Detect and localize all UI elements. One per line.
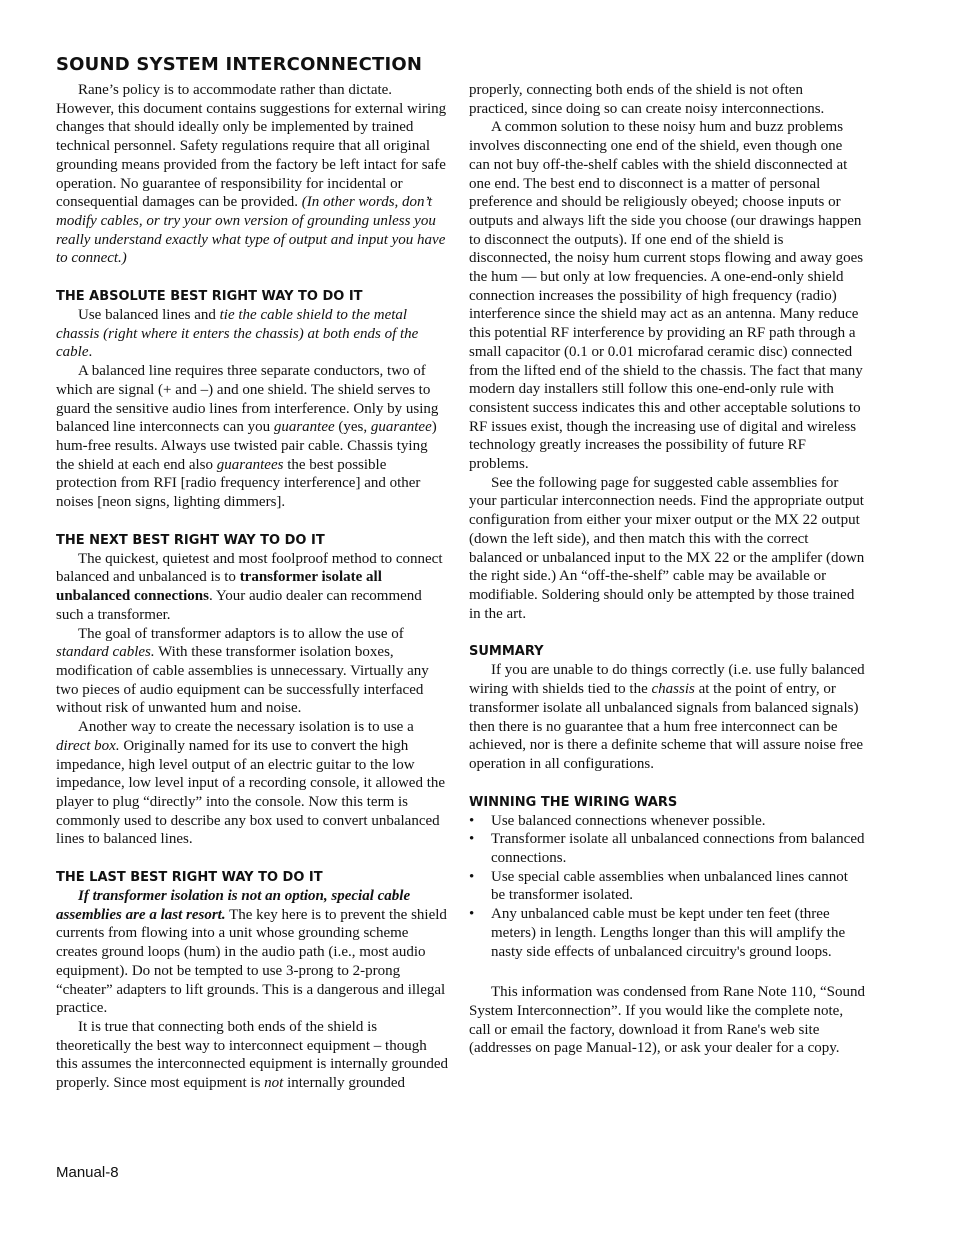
last-paragraph-2-continued: properly, connecting both ends of the shield is not often practiced, since doing so can create noisy interconnections. — [469, 82, 825, 117]
text-run-italic: guarantees — [216, 456, 284, 473]
best-paragraph-2 — [56, 362, 448, 512]
text-run-italic: tie the cable shield to the metal chassis (right where it enters the chassis) at both ends of the cable — [56, 307, 419, 361]
list-item — [469, 868, 865, 905]
heading-wiring-wars: WINNING THE WIRING WARS — [469, 794, 678, 810]
text-run: (yes, — [334, 419, 371, 436]
text-run: If you are unable to do things correctly (i.e. use fully balanced wiring with shields tied to the — [469, 662, 865, 698]
last-paragraph-2 — [56, 1018, 448, 1093]
text-run: The quickest, quietest and most foolproof method to connect balanced and unbalanced is to — [56, 550, 443, 586]
text-run: It is true that connecting both ends of the shield is theoretically the best way to interconnect equipment – though this assumes the interconnected equipment is internally grounded properly. Since most equipment is — [56, 1018, 448, 1092]
bullet-icon: • — [469, 906, 475, 923]
next-paragraph-2 — [56, 625, 448, 719]
page-title: SOUND SYSTEM INTERCONNECTION — [56, 54, 423, 75]
text-run: Use balanced lines and — [78, 307, 220, 324]
text-run-italic: direct box. — [56, 737, 120, 754]
last-paragraph-3: A common solution to these noisy hum and buzz problems involves disconnecting one end of the shield, even though one can not buy off-the-shelf cables with the shield disconnected at one end. The best end to disconnect is a matter of personal preference and should be religiously obeyed; choose inputs or outputs and always lift the side you choose (our drawings happen to disconnect the outputs). If one end of the shield is disconnected, the noisy hum current stops flowing and away goes the hum — but only at low frequencies. A one-end-only shield connection increases the possibility of high frequency (radio) interference since the shield may act as an antenna. Many reduce this potential RF interference by providing an RF path through a small capacitor (0.1 or 0.01 microfarad ceramic disc) connected from the lifted end of the shield to the chassis. The fact that many modern day installers still follow this one-end-only rule with consistent success indicates this and other acceptable solutions to RF issues exist, though the increasing use of digital and wireless technology greatly increases the possibility of future RF problems. — [469, 119, 864, 473]
text-run: The key here is to prevent the shield currents from flowing into a unit whose grounding scheme creates ground loops (hum) in the audio path (i.e., most audio equipment). Do not be tempted to use 3-prong to 2-prong “cheater” adapters to lift grounds. This is a dangerous and illegal practice. — [56, 906, 447, 1017]
best-paragraph-1 — [56, 306, 448, 362]
list-item — [469, 830, 865, 867]
next-paragraph-3 — [56, 718, 448, 849]
text-run-italic: chassis — [651, 681, 695, 698]
text-run: Another way to create the necessary isolation is to use a — [78, 719, 414, 736]
closing-paragraph: This information was condensed from Rane Note 110, “Sound System Interconnection”. If you would like the complete note, call or email the factory, download it from Rane's web site (addresses on page Manual-12), or ask your dealer for a copy. — [469, 984, 865, 1057]
intro-italic: (In other words, don’t modify cables, or try your own version of grounding unless you really understand exactly what type of output and input you have to connect.) — [56, 194, 446, 267]
summary-paragraph — [469, 661, 865, 773]
text-run: A balanced line requires three separate conductors, two of which are signal (+ and –) and one shield. The shield serves to guard the sensitive audio lines from interference. Only by using balanced line interconnects can you — [56, 363, 439, 436]
text-run-bold: transformer isolate all unbalanced connections — [56, 569, 382, 605]
list-item — [469, 812, 865, 831]
text-run: Originally named for its use to convert the high impedance, high level output of an electric guitar to the low impedance, low level input of a recording console, it allowed the player to plug “directly” into the console. Now this term is commonly used to describe any box used to convert unbalanced lines to balanced lines. — [56, 737, 446, 848]
text-run: With these transformer isolation boxes, modification of cable assemblies is unnecessary. Virtually any two pieces of audio equipment can be successfully interfaced without risk of unwanted hum and noise. — [56, 644, 429, 717]
bullet-icon: • — [469, 812, 475, 829]
continued-text: internally grounded — [283, 1075, 405, 1092]
text-run-bold-italic: If transformer isolation is not an option, special cable assemblies are a last resort. — [56, 888, 411, 923]
text-run-italic: guarantee — [273, 419, 335, 436]
heading-summary: SUMMARY — [469, 644, 544, 660]
right-column — [469, 81, 865, 1058]
next-paragraph-1 — [56, 550, 448, 625]
text-run-italic: guarantee — [370, 419, 432, 436]
bullet-icon: • — [469, 868, 475, 885]
text-run: the best possible protection from RFI [radio frequency interference] and other noises [neon signs, lighting dimmers]. — [56, 456, 421, 511]
page-number: Manual-8 — [56, 1164, 119, 1181]
text-run-italic: not — [264, 1075, 284, 1092]
list-item-text: Transformer isolate all unbalanced connections from balanced connections. — [491, 831, 865, 867]
text-run: at the point of entry, or transformer isolate all unbalanced signals from balanced signals) then there is no guarantee that a hum free interconnect can be achieved, nor is there a definite scheme that will assure noise free operation in all configurations. — [469, 681, 864, 772]
heading-next-best: THE NEXT BEST RIGHT WAY TO DO IT — [56, 532, 325, 548]
intro-paragraph — [56, 81, 448, 268]
last-paragraph-1 — [56, 887, 448, 1018]
bullet-icon: • — [469, 831, 475, 848]
list-item-text: Use special cable assemblies when unbalanced lines cannot be transformer isolated. — [491, 868, 848, 904]
list-item — [469, 905, 865, 961]
text-run: . Your audio dealer can recommend such a transformer. — [56, 588, 422, 623]
text-run: . — [88, 344, 93, 361]
heading-absolute-best: THE ABSOLUTE BEST RIGHT WAY TO DO IT — [56, 289, 363, 305]
intro-text: Rane’s policy is to accommodate rather than dictate. However, this document contains suggestions for external wiring changes that should ideally only be implemented by trained technical personnel. Safety regulations require that all original grounding means provided from the factory be left intact for safe operation. No guarantee of responsibility for incidental or consequential damages can be provided. — [56, 82, 447, 211]
list-item-text: Any unbalanced cable must be kept under ten feet (three meters) in length. Lengths longer than this will amplify the nasty side effects of unbalanced circuitry's ground loops. — [491, 906, 846, 960]
text-run: ) hum-free results. Always use twisted pair cable. Chassis tying the shield at each end also — [56, 419, 437, 473]
wiring-wars-list — [469, 812, 865, 962]
text-run: The goal of transformer adaptors is to allow the use of — [78, 625, 404, 642]
list-item-text: Use balanced connections whenever possible. — [491, 812, 766, 829]
left-column — [56, 81, 448, 1093]
last-paragraph-4: See the following page for suggested cable assemblies for your particular interconnection needs. Find the appropriate output configuration from either your mixer output or the MX 22 output (down the left side), and then match this with the correct balanced or unbalanced input to the MX 22 or the amplifer (down the right side.) An “off-the-shelf” cable may be available or modifiable. Soldering should only be attempted by those trained in the art. — [469, 474, 865, 622]
heading-last-best: THE LAST BEST RIGHT WAY TO DO IT — [56, 870, 323, 886]
text-run-italic: standard cables. — [56, 644, 155, 661]
